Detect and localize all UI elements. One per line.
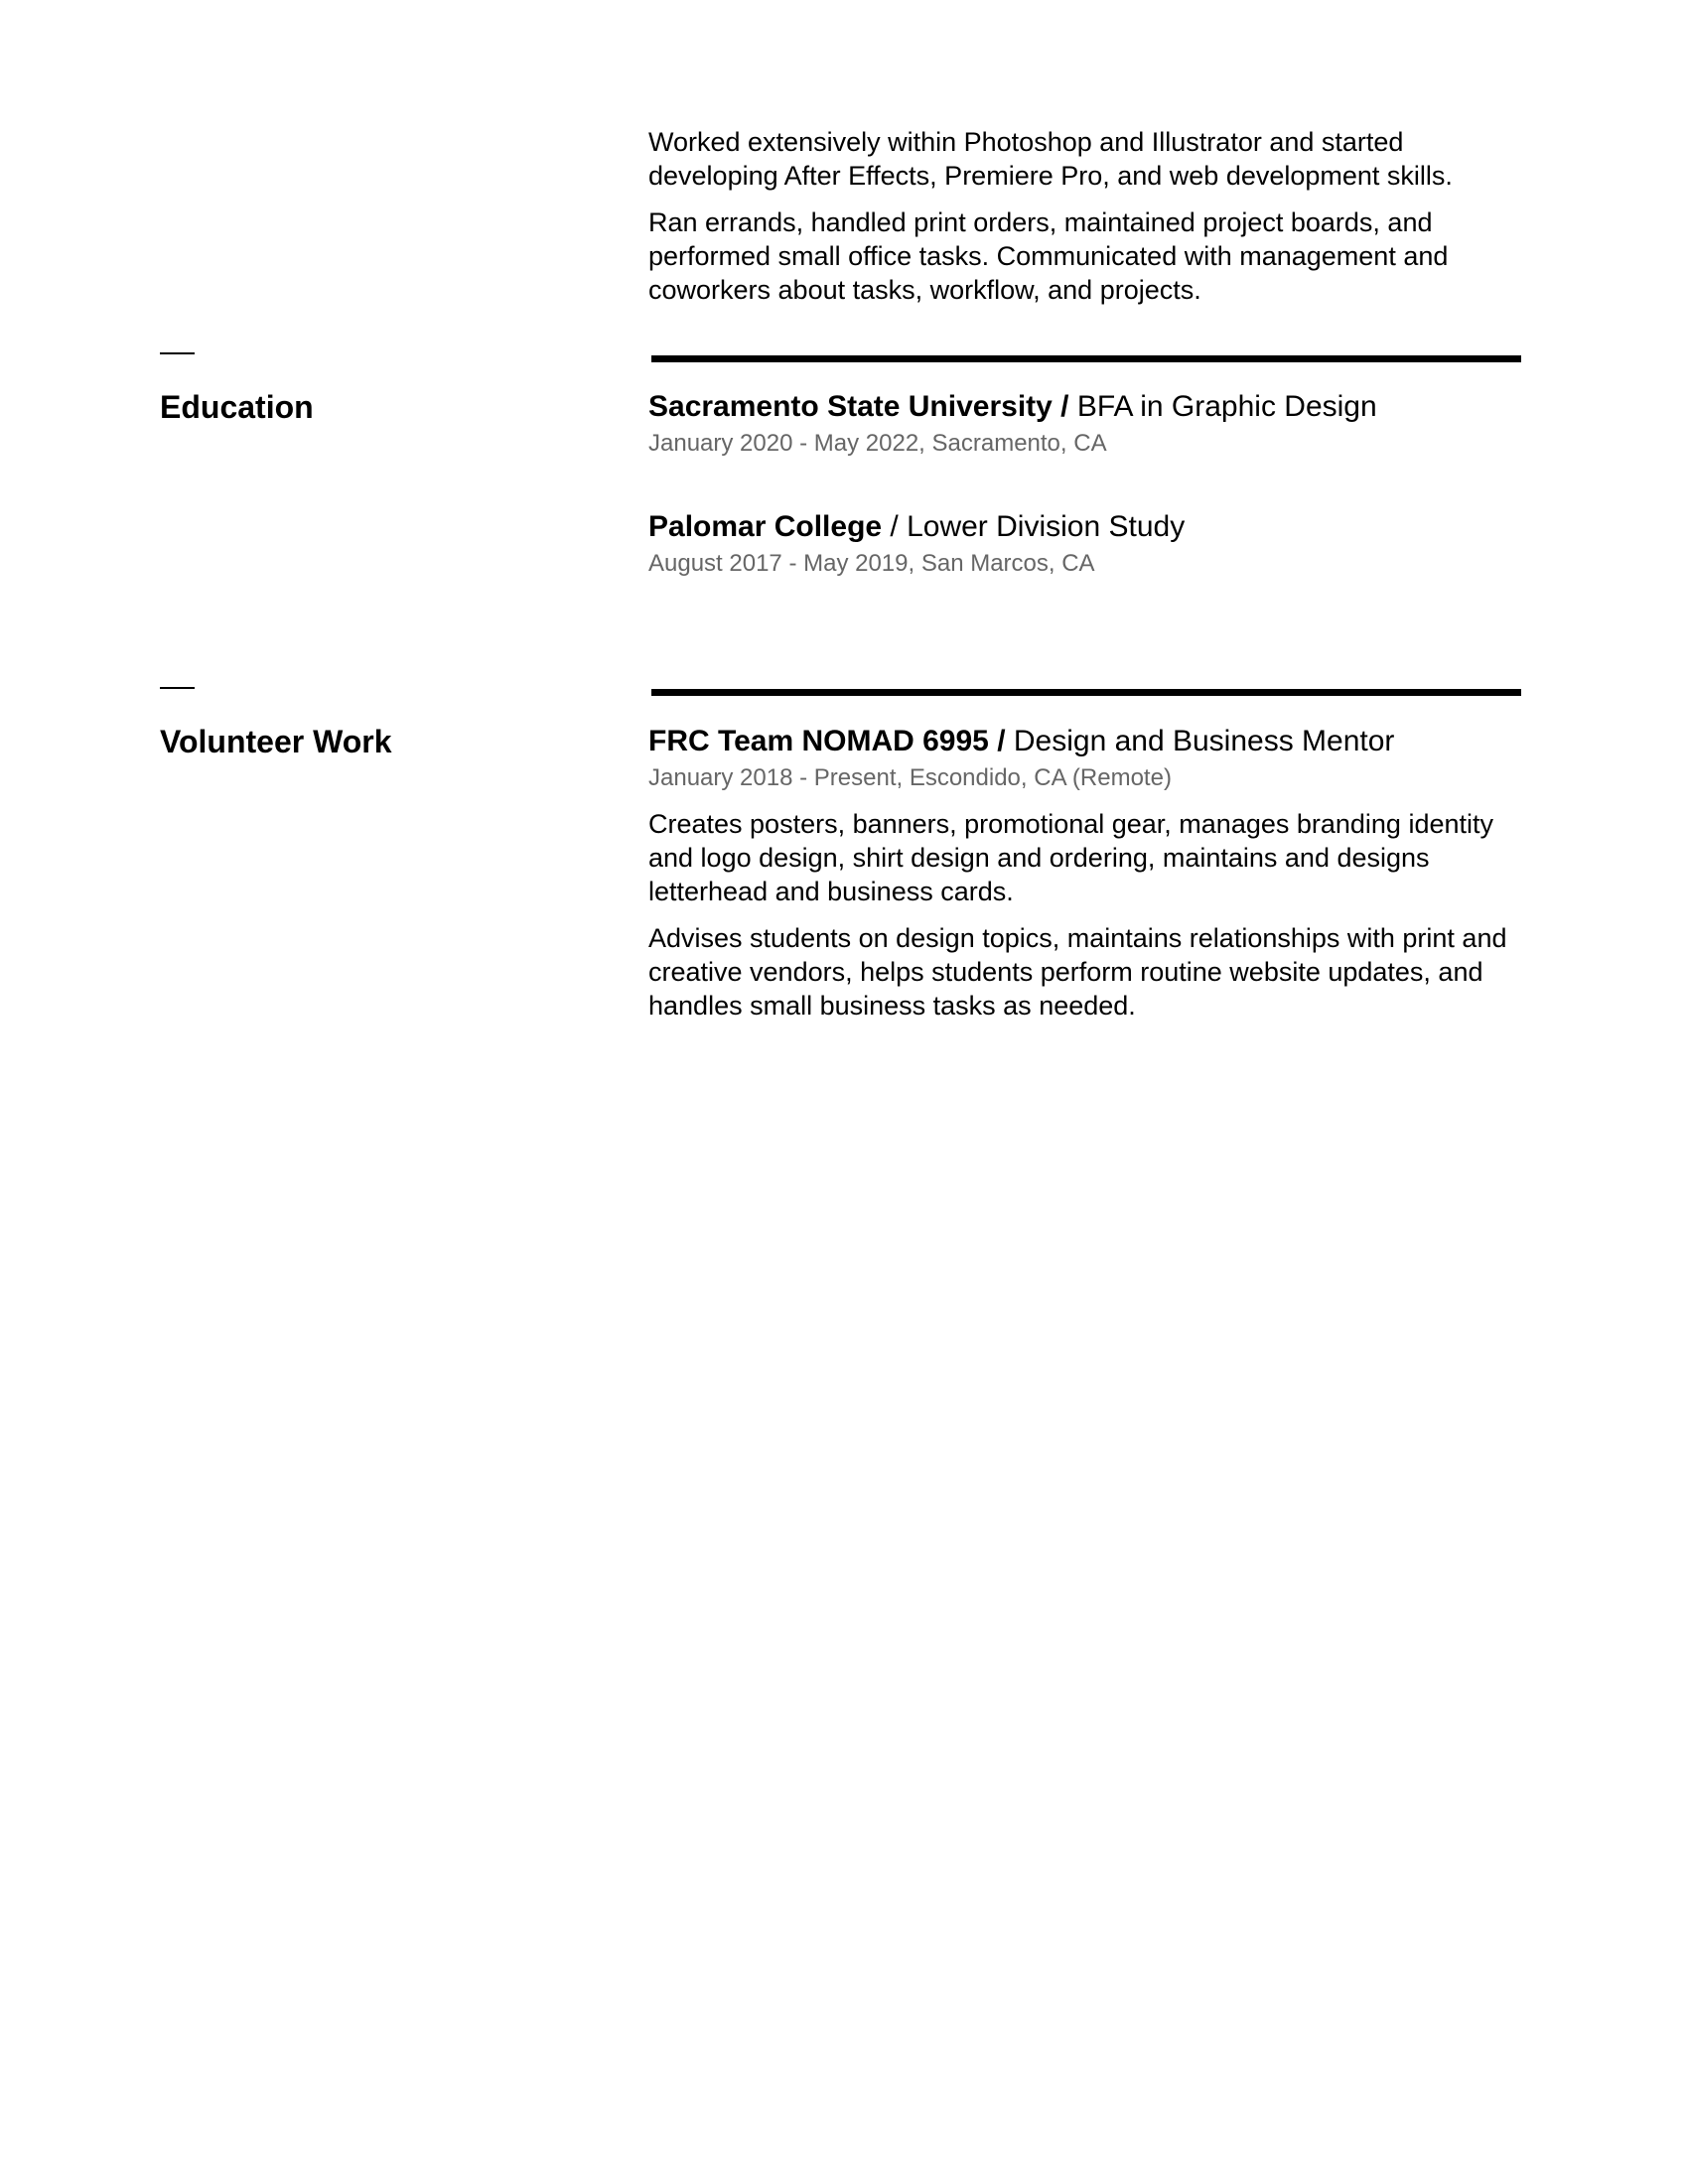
entry-role: Design and Business Mentor [1005, 725, 1395, 757]
education-entry [648, 389, 1522, 459]
experience-tail [648, 125, 1522, 307]
entry-role: / Lower Division Study [882, 510, 1186, 543]
section-title-education: Education [160, 389, 314, 425]
entry-dates-location: January 2018 - Present, Escondido, CA (Remote) [648, 764, 1172, 791]
entry-heading [648, 509, 1522, 545]
section-dash [160, 687, 195, 689]
section-dash [160, 352, 195, 354]
entry-heading [648, 389, 1522, 425]
entry-paragraph: Creates posters, banners, promotional gear, manages branding identity and logo design, shirt design and ordering, maintains and designs letterhead and business cards. [648, 809, 1494, 906]
entry-paragraph: Advises students on design topics, maintains relationships with print and creative vendors, helps students perform routine website updates, and handles small business tasks as needed. [648, 923, 1507, 1021]
experience-paragraph: Ran errands, handled print orders, maintained project boards, and performed small office tasks. Communicated with management and coworkers about tasks, workflow, and projects. [648, 207, 1449, 305]
entry-organization: Sacramento State University / [648, 390, 1069, 423]
education-entry [648, 509, 1522, 579]
entry-role: BFA in Graphic Design [1068, 390, 1377, 423]
entry-organization: Palomar College [648, 510, 883, 543]
entry-dates-location: January 2020 - May 2022, Sacramento, CA [648, 430, 1107, 457]
section-rule [651, 689, 1521, 696]
entry-heading [648, 724, 1522, 759]
entry-organization: FRC Team NOMAD 6995 / [648, 725, 1006, 757]
section-title-volunteer: Volunteer Work [160, 724, 392, 759]
section-rule [651, 355, 1521, 362]
volunteer-entry [648, 724, 1522, 1023]
entry-dates-location: August 2017 - May 2019, San Marcos, CA [648, 550, 1095, 577]
experience-paragraph: Worked extensively within Photoshop and Illustrator and started developing After Effects, Premiere Pro, and web development skills. [648, 127, 1453, 191]
entry-description [648, 807, 1522, 1023]
